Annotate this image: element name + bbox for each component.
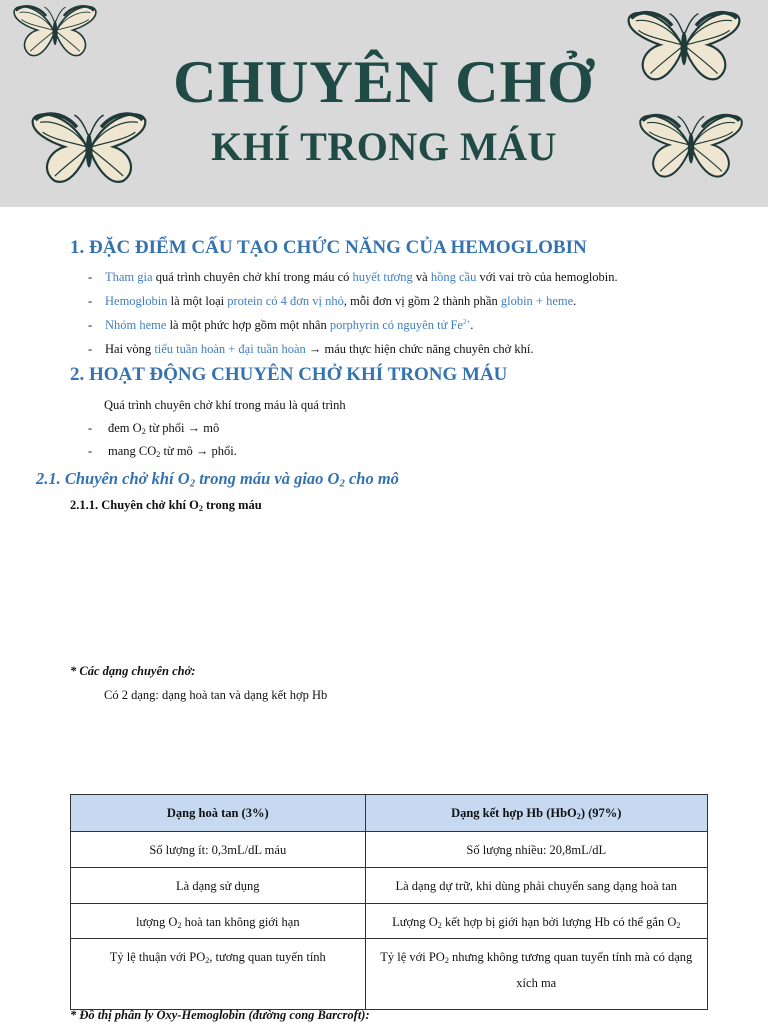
plain-text: Hai vòng bbox=[105, 342, 155, 356]
bullet-dash: - bbox=[88, 342, 93, 356]
cell-text: hoà tan không giới hạn bbox=[181, 915, 300, 929]
highlight-text: Hemoglobin bbox=[105, 294, 168, 308]
plain-text: với vai trò của hemoglobin. bbox=[476, 270, 618, 284]
bullet-dash: - bbox=[88, 294, 93, 308]
subscript: 2 bbox=[205, 956, 210, 966]
butterfly-icon bbox=[10, 0, 100, 62]
subscript: 2 bbox=[141, 427, 146, 437]
butterfly-icon bbox=[636, 102, 746, 190]
cell-text: kết hợp bị giới hạn bởi lượng Hb có thể gắn O bbox=[441, 915, 677, 929]
table-cell: Là dạng dự trữ, khi dùng phải chuyển sang dạng hoà tan bbox=[365, 868, 707, 904]
cell-text: Lượng O bbox=[392, 915, 438, 929]
cell-text: Tỷ lệ với PO bbox=[380, 950, 445, 964]
subscript: 2 bbox=[156, 450, 161, 460]
table-cell: Là dạng sử dụng bbox=[71, 868, 366, 904]
plain-text: mang CO bbox=[108, 444, 157, 458]
forms-text: Có 2 dạng: dạng hoà tan và dạng kết hợp Hb bbox=[104, 688, 328, 702]
cell-text: Tỷ lệ thuận với PO bbox=[109, 950, 206, 964]
banner-title-line2: KHÍ TRONG MÁU bbox=[211, 124, 557, 169]
heading-text: 2.1.1. Chuyên chở khí O bbox=[70, 498, 199, 512]
plain-text: . bbox=[573, 294, 577, 308]
table-cell bbox=[365, 904, 707, 939]
table-cell bbox=[365, 939, 707, 1010]
bullet-text bbox=[105, 270, 618, 285]
table-row bbox=[71, 868, 708, 904]
section-1-heading: 1. ĐẶC ĐIỂM CẤU TẠO CHỨC NĂNG CỦA HEMOGLOBIN bbox=[70, 237, 587, 258]
highlight-text: globin + heme bbox=[500, 294, 574, 308]
highlight-text: tiểu tuần hoàn + đại tuần hoàn bbox=[154, 342, 306, 356]
highlight-text: huyết tương bbox=[352, 270, 413, 284]
forms-label: * Các dạng chuyên chở: bbox=[70, 664, 196, 678]
subscript: 2 bbox=[676, 921, 681, 931]
comparison-table bbox=[70, 794, 708, 1010]
plain-text: đem O bbox=[108, 421, 142, 435]
subscript: 2 bbox=[576, 812, 581, 822]
banner-title-line1: CHUYÊN CHỞ bbox=[173, 49, 595, 115]
cell-text: , tương quan tuyến tính bbox=[209, 950, 326, 964]
section-2-1-heading bbox=[36, 469, 399, 490]
subscript: 2 bbox=[339, 477, 345, 490]
butterfly-icon bbox=[28, 98, 150, 198]
highlight-text: Nhóm heme bbox=[105, 318, 167, 332]
heading-text: trong máu và giao O bbox=[195, 469, 340, 488]
header-banner bbox=[0, 0, 768, 207]
section-2-intro: Quá trình chuyên chở khí trong máu là quá trình bbox=[104, 398, 346, 412]
table-row bbox=[71, 904, 708, 939]
heading-text: cho mô bbox=[344, 469, 399, 488]
bullet-dash: - bbox=[88, 270, 93, 284]
plain-text: là một loại bbox=[167, 294, 228, 308]
plain-text: từ mô → phổi. bbox=[160, 444, 237, 458]
footer-note: * Đồ thị phân ly Oxy-Hemoglobin (đường cong Barcroft): bbox=[70, 1008, 370, 1022]
table-header-cell bbox=[365, 795, 707, 832]
header-text: ) (97%) bbox=[580, 806, 622, 820]
bullet-text bbox=[105, 318, 473, 333]
highlight-text: Tham gia bbox=[105, 270, 153, 284]
subscript: 2 bbox=[189, 477, 196, 490]
header-text: Dạng kết hợp Hb (HbO bbox=[451, 806, 577, 820]
table-row bbox=[71, 832, 708, 868]
heading-text: 2.1. Chuyên chở khí O bbox=[36, 469, 190, 488]
subscript: 2 bbox=[437, 921, 442, 931]
table-cell: Số lượng nhiều: 20,8mL/dL bbox=[365, 832, 707, 868]
heading-text: trong máu bbox=[202, 498, 262, 512]
highlight-text: porphyrin có nguyên tử Fe bbox=[329, 318, 463, 332]
plain-text: , mỗi đơn vị gồm 2 thành phần bbox=[343, 294, 501, 308]
plain-text: từ phổi → mô bbox=[145, 421, 220, 435]
superscript: 2+ bbox=[462, 318, 471, 326]
table-row bbox=[71, 939, 708, 1010]
bullet-dash: - bbox=[88, 318, 93, 332]
table-cell bbox=[71, 904, 366, 939]
plain-text: là một phức hợp gồm một nhân bbox=[166, 318, 330, 332]
table-cell bbox=[71, 939, 366, 1010]
cell-text: nhưng không tương quan tuyến tính mà có dạng xích ma bbox=[448, 950, 693, 991]
highlight-text: hồng cầu bbox=[430, 270, 477, 284]
subscript: 2 bbox=[444, 956, 449, 966]
plain-text: → máu thực hiện chức năng chuyên chở khí. bbox=[305, 342, 534, 356]
plain-text: và bbox=[412, 270, 431, 284]
butterfly-icon bbox=[624, 0, 744, 92]
cell-text: lượng O bbox=[135, 915, 178, 929]
subscript: 2 bbox=[177, 921, 182, 931]
bullet-dash: - bbox=[88, 444, 93, 458]
plain-text: quá trình chuyên chở khí trong máu có bbox=[152, 270, 353, 284]
table-header-cell: Dạng hoà tan (3%) bbox=[71, 795, 366, 832]
bullet-text bbox=[105, 342, 534, 357]
table-header-row bbox=[71, 795, 708, 832]
table-cell: Số lượng ít: 0,3mL/dL máu bbox=[71, 832, 366, 868]
subscript: 2 bbox=[198, 504, 203, 514]
plain-text: . bbox=[470, 318, 474, 332]
section-2-heading: 2. HOẠT ĐỘNG CHUYÊN CHỞ KHÍ TRONG MÁU bbox=[70, 364, 508, 385]
bullet-text bbox=[108, 421, 219, 436]
section-2-1-1-heading bbox=[70, 498, 262, 513]
bullet-dash: - bbox=[88, 421, 93, 435]
bullet-text bbox=[108, 444, 237, 459]
highlight-text: protein có 4 đơn vị nhỏ bbox=[227, 294, 344, 308]
bullet-text bbox=[105, 294, 576, 309]
